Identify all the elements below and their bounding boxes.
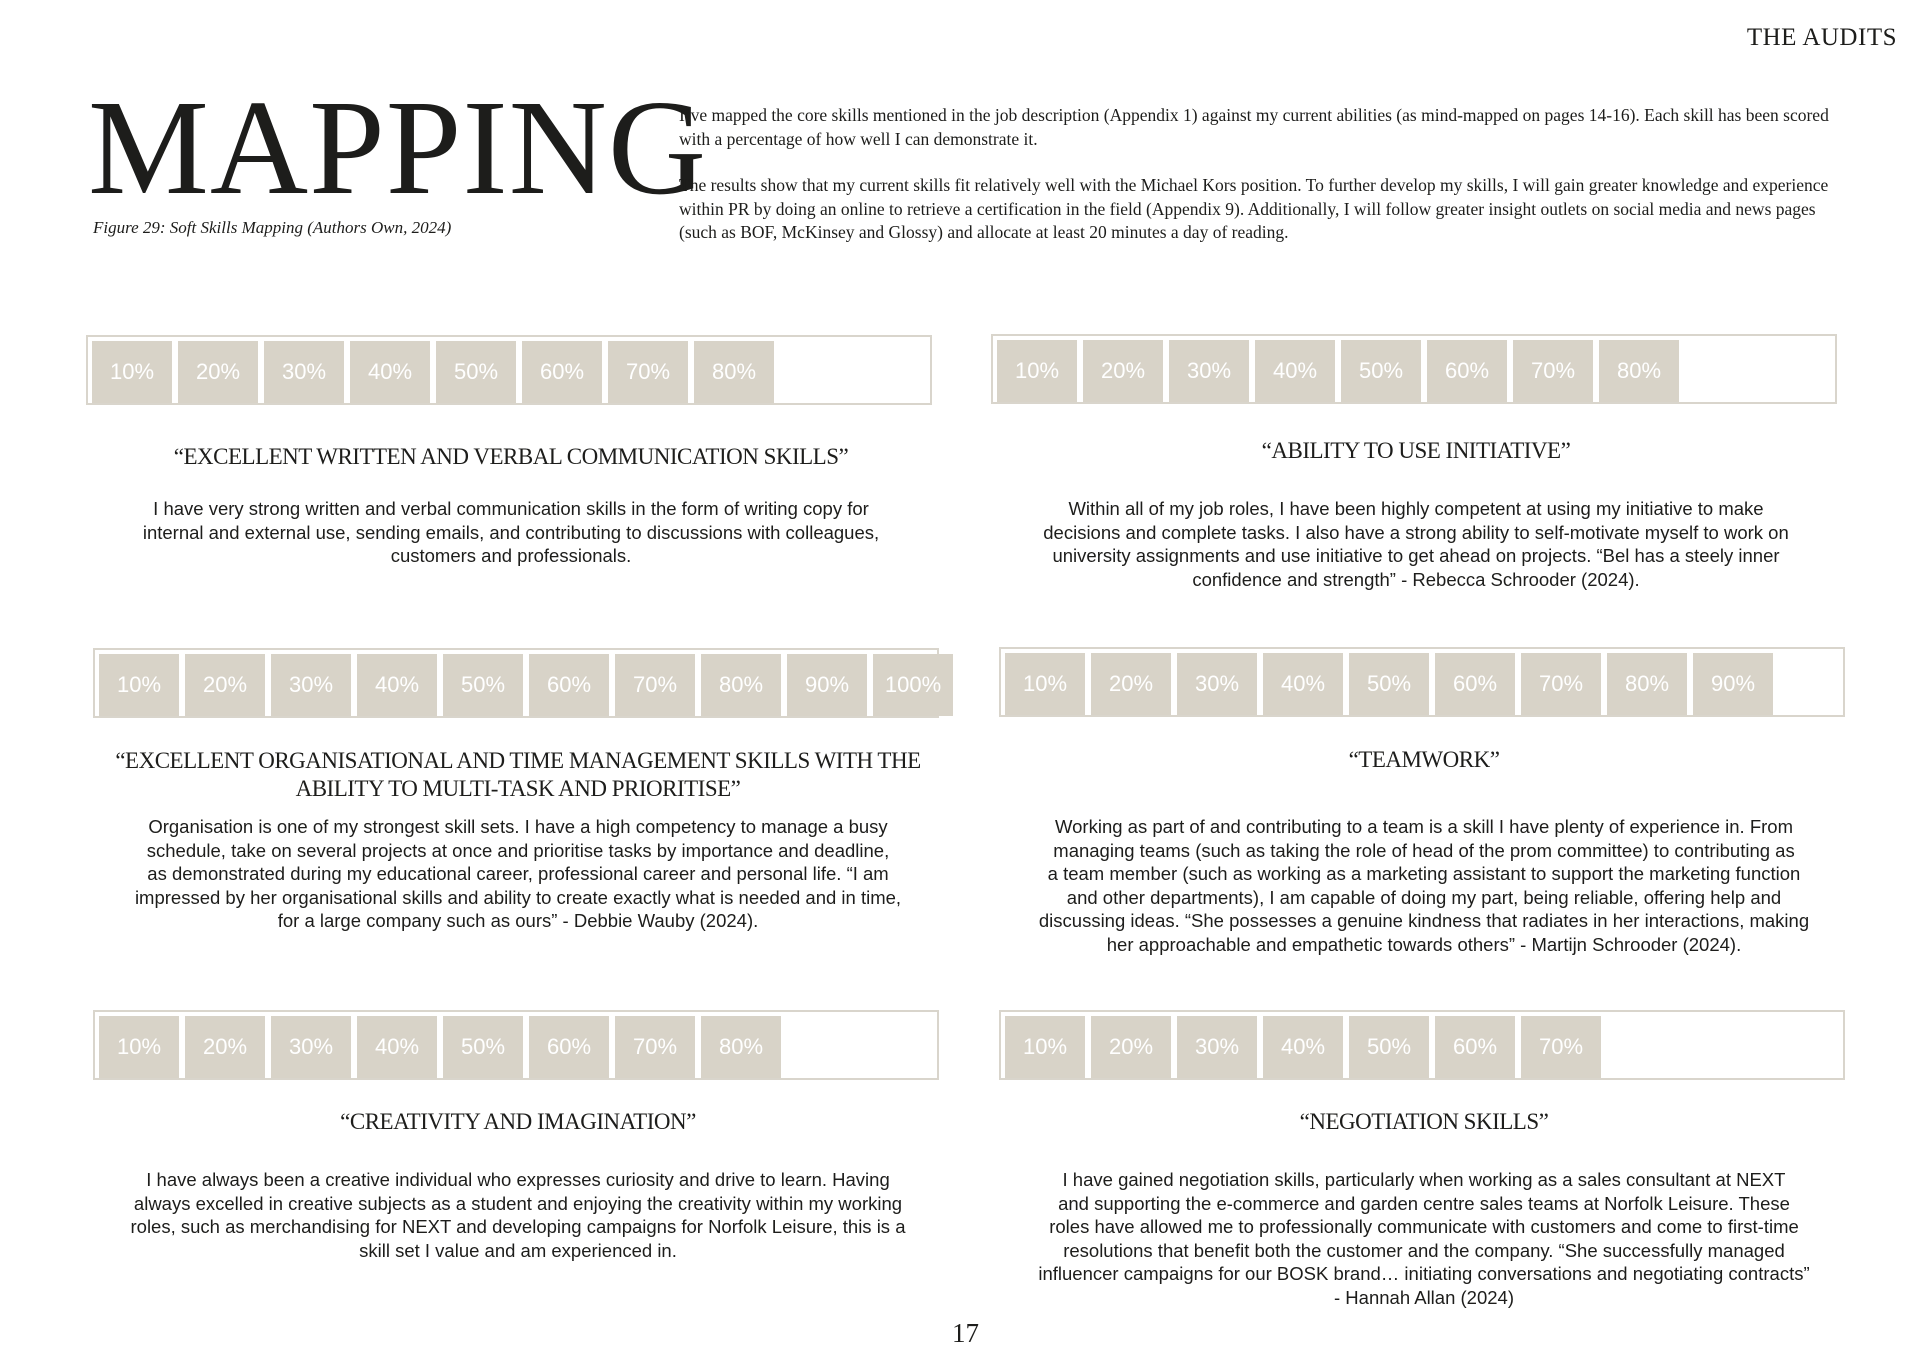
- score-segment: 90%: [787, 654, 867, 716]
- skill-title-line: “TEAMWORK”: [1348, 747, 1500, 772]
- skill-description-line: roles, such as merchandising for NEXT and developing campaigns for Norfolk Leisure, this is a: [130, 1216, 906, 1237]
- skill-title: [93, 747, 943, 803]
- skill-description-line: I have gained negotiation skills, particularly when working as a sales consultant at NEXT: [1062, 1169, 1786, 1190]
- score-segment: 70%: [1521, 653, 1601, 715]
- score-segment: 50%: [1349, 1016, 1429, 1078]
- skill-description: [991, 497, 1841, 591]
- score-segment: 70%: [1521, 1016, 1601, 1078]
- score-segment: 10%: [92, 341, 172, 403]
- skill-description-line: Within all of my job roles, I have been highly competent at using my initiative to make: [1068, 498, 1764, 519]
- figure-caption: Figure 29: Soft Skills Mapping (Authors Own, 2024): [93, 218, 452, 237]
- score-segment: 60%: [1435, 653, 1515, 715]
- skill-description-line: Working as part of and contributing to a team is a skill I have plenty of experience in. From: [1055, 816, 1793, 837]
- score-segment: 80%: [694, 341, 774, 403]
- skill-title: [999, 746, 1849, 774]
- skill-description-line: her approachable and empathetic towards others” - Martijn Schrooder (2024).: [1106, 933, 1742, 955]
- skill-title: [93, 1108, 943, 1136]
- skill-description-line: and other departments), I am capable of doing my part, being reliable, offering help and: [1066, 886, 1782, 908]
- score-segment: 70%: [1513, 340, 1593, 402]
- score-segment: 80%: [701, 1016, 781, 1078]
- skill-description-line: skill set I value and am experienced in.: [359, 1239, 677, 1261]
- score-segment: 70%: [615, 654, 695, 716]
- skill-title-line: ABILITY TO MULTI-TASK AND PRIORITISE”: [295, 776, 741, 801]
- score-segment: 10%: [997, 340, 1077, 402]
- score-segment: 50%: [443, 654, 523, 716]
- score-segment: 70%: [615, 1016, 695, 1078]
- skill-description-line: decisions and complete tasks. I also have a strong ability to self-motivate myself to work on: [1043, 521, 1789, 543]
- skill-title-line: “EXCELLENT WRITTEN AND VERBAL COMMUNICATION SKILLS”: [173, 444, 849, 469]
- score-segment: 40%: [1255, 340, 1335, 402]
- page-number: 17: [952, 1318, 979, 1348]
- score-segment: 10%: [1005, 653, 1085, 715]
- skill-description-line: and supporting the e-commerce and garden centre sales teams at Norfolk Leisure. These: [1058, 1192, 1790, 1214]
- score-segment: 20%: [185, 1016, 265, 1078]
- skill-title: [999, 1108, 1849, 1136]
- skill-title-line: “EXCELLENT ORGANISATIONAL AND TIME MANAGEMENT SKILLS WITH THE: [115, 748, 921, 773]
- skill-description: [999, 815, 1849, 956]
- score-segment: 40%: [1263, 1016, 1343, 1078]
- score-segment: 40%: [1263, 653, 1343, 715]
- score-segment: 10%: [99, 1016, 179, 1078]
- score-segment: 20%: [185, 654, 265, 716]
- skill-description-line: schedule, take on several projects at once and prioritise tasks by importance and deadline,: [146, 839, 890, 861]
- skill-description: [999, 1168, 1849, 1309]
- skill-description-line: I have always been a creative individual who expresses curiosity and drive to learn. Having: [146, 1169, 890, 1190]
- score-segment: 80%: [1599, 340, 1679, 402]
- score-segment: 60%: [1427, 340, 1507, 402]
- intro-text: [679, 104, 1849, 268]
- skill-score-bar: [999, 647, 1845, 717]
- score-segment: 50%: [436, 341, 516, 403]
- skill-title-line: “CREATIVITY AND IMAGINATION”: [340, 1109, 696, 1134]
- skill-description-line: I have very strong written and verbal communication skills in the form of writing copy for: [153, 498, 869, 519]
- skill-description-line: roles have allowed me to professionally communicate with customers and come to first-time: [1049, 1216, 1799, 1237]
- score-segment: 70%: [608, 341, 688, 403]
- skill-description-line: influencer campaigns for our BOSK brand… initiating conversations and negotiating contracts”: [1038, 1263, 1810, 1284]
- skill-description-line: university assignments and use initiative to get ahead on projects. “Bel has a steely inner: [1052, 545, 1780, 566]
- skill-score-bar: [93, 1010, 939, 1080]
- score-segment: 60%: [522, 341, 602, 403]
- score-segment: 20%: [178, 341, 258, 403]
- score-segment: 50%: [1341, 340, 1421, 402]
- skill-title: [86, 443, 936, 471]
- skill-title-line: “ABILITY TO USE INITIATIVE”: [1261, 438, 1571, 463]
- score-segment: 50%: [1349, 653, 1429, 715]
- skill-description-line: confidence and strength” - Rebecca Schrooder (2024).: [1192, 568, 1640, 590]
- intro-paragraph-1: I’ve mapped the core skills mentioned in the job description (Appendix 1) against my current abilities (as mind-mapped on pages 14-16). Each skill has been scored with a percentage of how well I can demonstrate it.: [679, 105, 1829, 149]
- score-segment: 30%: [1169, 340, 1249, 402]
- section-label: THE AUDITS: [1746, 24, 1897, 51]
- score-segment: 40%: [357, 654, 437, 716]
- score-segment: 100%: [873, 654, 953, 716]
- score-segment: 10%: [1005, 1016, 1085, 1078]
- score-segment: 30%: [1177, 653, 1257, 715]
- skill-score-bar: [86, 335, 932, 405]
- skill-description: [86, 497, 936, 568]
- score-segment: 10%: [99, 654, 179, 716]
- score-segment: 20%: [1091, 1016, 1171, 1078]
- score-segment: 30%: [264, 341, 344, 403]
- skill-score-bar: [93, 648, 942, 718]
- score-segment: 50%: [443, 1016, 523, 1078]
- skill-score-bar: [999, 1010, 1845, 1080]
- skill-description-line: Organisation is one of my strongest skill sets. I have a high competency to manage a busy: [148, 816, 888, 837]
- score-segment: 20%: [1083, 340, 1163, 402]
- skill-description-line: - Hannah Allan (2024): [1334, 1286, 1514, 1308]
- score-segment: 80%: [701, 654, 781, 716]
- skill-description-line: as demonstrated during my educational career, professional career and personal life. “I am: [147, 863, 889, 884]
- score-segment: 60%: [1435, 1016, 1515, 1078]
- page-title: MAPPING: [88, 73, 708, 223]
- skill-title-line: “NEGOTIATION SKILLS”: [1299, 1109, 1549, 1134]
- skill-score-bar: [991, 334, 1837, 404]
- score-segment: 20%: [1091, 653, 1171, 715]
- score-segment: 60%: [529, 654, 609, 716]
- skill-description-line: customers and professionals.: [390, 545, 632, 566]
- intro-paragraph-2: The results show that my current skills fit relatively well with the Michael Kors position. To further develop my skills, I will gain greater knowledge and experience within PR by doing an online to retrieve a certification in the field (Appendix 9). Additionally, I will follow greater insight outlets on social media and news pages (such as BOF, McKinsey and Glossy) and allocate at least 20 minutes a day of reading.: [679, 175, 1829, 242]
- skill-description-line: internal and external use, sending emails, and contributing to discussions with colleagues,: [142, 521, 880, 543]
- score-segment: 60%: [529, 1016, 609, 1078]
- skill-description-line: a team member (such as working as a marketing assistant to support the marketing function: [1047, 863, 1801, 884]
- skill-description-line: impressed by her organisational skills and ability to create exactly what is needed and in time,: [134, 886, 902, 908]
- score-segment: 80%: [1607, 653, 1687, 715]
- skill-description-line: discussing ideas. “She possesses a genuine kindness that radiates in her interactions, making: [1038, 910, 1810, 931]
- skill-title: [991, 437, 1841, 465]
- score-segment: 40%: [357, 1016, 437, 1078]
- skill-description: [93, 815, 943, 933]
- skill-description-line: always excelled in creative subjects as a student and enjoying the creativity within my working: [133, 1192, 903, 1214]
- skill-description-line: resolutions that benefit both the customer and the company. “She successfully managed: [1063, 1239, 1785, 1261]
- skill-description-line: for a large company such as ours” - Debbie Wauby (2024).: [277, 910, 759, 931]
- score-segment: 30%: [271, 1016, 351, 1078]
- score-segment: 90%: [1693, 653, 1773, 715]
- score-segment: 30%: [271, 654, 351, 716]
- score-segment: 30%: [1177, 1016, 1257, 1078]
- score-segment: 40%: [350, 341, 430, 403]
- skill-description-line: managing teams (such as taking the role of head of the prom committee) to contributing as: [1053, 839, 1795, 861]
- skill-description: [93, 1168, 943, 1262]
